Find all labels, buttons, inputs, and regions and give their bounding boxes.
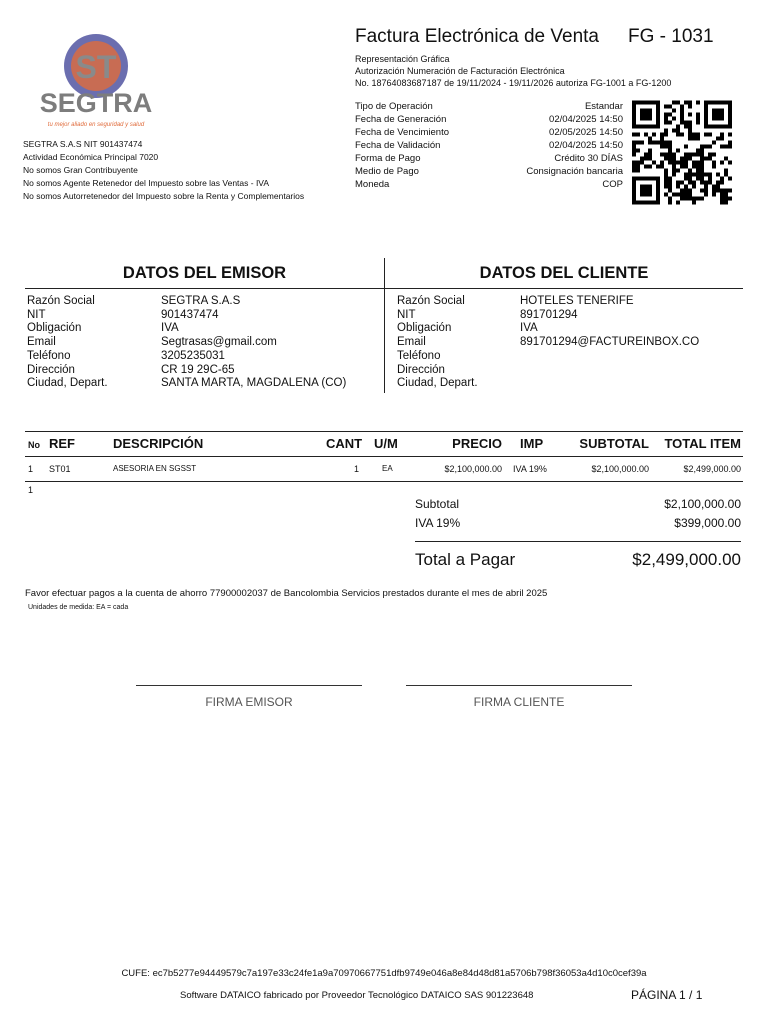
col-header-subtotal: SUBTOTAL [579, 436, 649, 451]
svg-text:tu mejor aliado en seguridad y: tu mejor aliado en seguridad y salud [47, 122, 145, 128]
table-top-border [25, 431, 743, 432]
table-cell-total: $2,499,000.00 [683, 464, 741, 474]
table-cell-imp: IVA 19% [513, 464, 547, 474]
iva-row [415, 516, 741, 530]
meta-row: Fecha de Validación 02/04/2025 14:50 [355, 140, 623, 151]
total-value: $2,499,000.00 [632, 550, 741, 569]
cliente-heading: DATOS DEL CLIENTE [479, 264, 649, 282]
emisor-details: Razón Social SEGTRA S.A.S NIT 901437474 Obligación IVA Email Segtrasas@gmail.com Teléfono 3205235031 Dirección CR 19 29C-65 Ciudad, Depart. SANTA MARTA, MAGDALENA (CO) [27, 295, 347, 390]
issuer-line: No somos Agente Retenedor del Impuesto sobre las Ventas - IVA [23, 178, 270, 188]
issuer-line: SEGTRA S.A.S NIT 901437474 [23, 139, 143, 149]
col-header-cant: CANT [326, 436, 363, 451]
signature-label-cliente: FIRMA CLIENTE [473, 695, 565, 709]
table-cell-cant: 1 [354, 464, 360, 474]
subtotal-row [415, 497, 741, 511]
table-cell-desc: ASESORIA EN SGSST [113, 464, 197, 473]
invoice-number: FG - 1031 [628, 26, 714, 47]
meta-row: Tipo de Operación Estandar [355, 101, 623, 112]
subtotal-value: $2,100,000.00 [664, 497, 741, 511]
iva-value: $399,000.00 [674, 516, 741, 530]
table-cell-no: 1 [28, 464, 34, 474]
iva-label: IVA 19% [415, 516, 461, 530]
col-header-ref: REF [49, 436, 75, 451]
authorization-info [355, 53, 671, 89]
table-cell-ref: ST01 [49, 464, 71, 474]
signature-label-emisor: FIRMA EMISOR [205, 695, 293, 709]
col-header-imp: IMP [520, 436, 544, 451]
issuer-line: No somos Autorretenedor del Impuesto sobre la Renta y Complementarios [23, 191, 305, 201]
qr-code [632, 100, 732, 205]
subtitle-line: Representación Gráfica [355, 54, 450, 64]
issuer-info [23, 138, 304, 203]
emisor-heading: DATOS DEL EMISOR [122, 264, 287, 282]
item-count: 1 [28, 485, 34, 495]
signature-line-emisor [136, 685, 362, 686]
totals-divider [415, 541, 741, 542]
meta-row: Fecha de Vencimiento 02/05/2025 14:50 [355, 127, 623, 138]
signature-line-cliente [406, 685, 632, 686]
table-cell-subtotal: $2,100,000.00 [591, 464, 649, 474]
col-header-no: No [28, 440, 40, 450]
meta-row: Moneda COP [355, 179, 623, 190]
col-header-um: U/M [374, 436, 398, 451]
total-row [415, 550, 741, 570]
col-header-desc: DESCRIPCIÓN [113, 436, 204, 451]
svg-text:ST: ST [75, 49, 117, 85]
cliente-details: Razón Social HOTELES TENERIFE NIT 891701294 Obligación IVA Email 891701294@FACTUREINBOX.CO Teléfono Dirección Ciudad, Depart. [397, 295, 700, 390]
units-note: Unidades de medida: EA = cada [28, 604, 129, 611]
meta-row: Medio de Pago Consignación bancaria [355, 166, 623, 177]
invoice-title: Factura Electrónica de Venta [355, 26, 599, 47]
table-bottom-border [25, 481, 743, 482]
company-logo [26, 30, 166, 130]
total-label: Total a Pagar [415, 550, 516, 569]
logo-wordmark: SEGTRA [39, 88, 153, 118]
table-cell-um: EA [382, 464, 393, 473]
issuer-line: Actividad Económica Principal 7020 [23, 152, 159, 162]
subtitle-line: No. 18764083687187 de 19/11/2024 - 19/11/2026 autoriza FG-1001 a FG-1200 [355, 78, 672, 88]
page-number: PÁGINA 1 / 1 [631, 988, 703, 1002]
subtotal-label: Subtotal [415, 497, 460, 511]
table-header-border [25, 456, 743, 457]
meta-row: Forma de Pago Crédito 30 DÍAS [355, 153, 623, 164]
software-credit: Software DATAICO fabricado por Proveedor Tecnológico DATAICO SAS 901223648 [180, 990, 534, 1001]
payment-note: Favor efectuar pagos a la cuenta de ahorro 77900002037 de Bancolombia Servicios prestados durante el mes de abril 2025 [25, 588, 548, 599]
col-header-precio: PRECIO [452, 436, 502, 451]
cufe-code: CUFE: ec7b5277e94449579c7a197e33c24fe1a9a70970667751dfb9749e046a8e84d48d81a5706b798f36053a4d10c0cef39a [121, 968, 647, 979]
table-cell-precio: $2,100,000.00 [444, 464, 502, 474]
subtitle-line: Autorización Numeración de Facturación Electrónica [355, 66, 565, 76]
meta-row: Fecha de Generación 02/04/2025 14:50 [355, 114, 623, 125]
invoice-meta [355, 100, 623, 191]
issuer-line: No somos Gran Contribuyente [23, 165, 138, 175]
col-header-total: TOTAL ITEM [664, 436, 741, 451]
